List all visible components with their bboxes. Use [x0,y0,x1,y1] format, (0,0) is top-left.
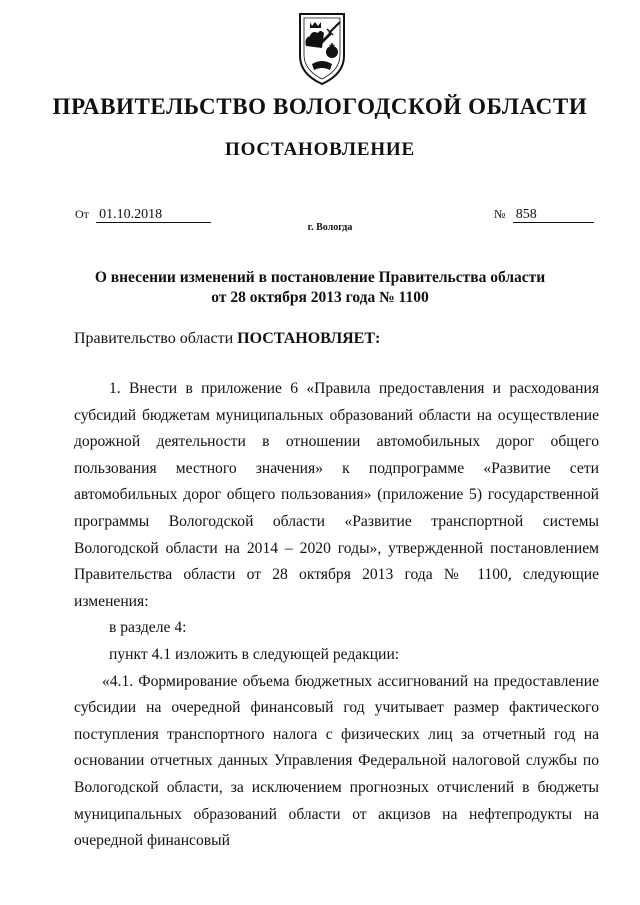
decree-statement [74,330,380,348]
document-date [75,206,211,223]
date-value: 01.10.2018 [96,208,211,223]
number-value: 858 [513,208,594,223]
decree-lead: Правительство области [74,330,234,347]
vologda-coat-of-arms-icon [296,8,348,88]
date-label: От [75,207,89,221]
subject-line-2: от 28 октября 2013 года № 1100 [211,289,429,306]
decree-verb: ПОСТАНОВЛЯЕТ: [237,330,381,347]
paragraph-section: в разделе 4: [109,619,187,637]
paragraph-point: пункт 4.1 изложить в следующей редакции: [109,645,400,663]
document-number [494,206,594,223]
paragraph-quote: «4.1. Формирование объема бюджетных ассигнований на предоставление субсидии на очередной финансовый год учитывает размер фактического поступления транспортного налога с физических лиц за отчетный год на основании отчетных данных Управления Федеральной налоговой службы по Вологодской области, за исключением прогнозных отчислений в бюджеты муниципальных образований области от акцизов на нефтепродукты на очередной финансовый [74,672,599,850]
document-subject [60,268,580,308]
subject-line-1: О внесении изменений в постановление Правительства области [94,269,546,286]
number-label: № [494,207,506,221]
document-type: ПОСТАНОВЛЕНИЕ [225,139,415,160]
paragraph-item-1: 1. Внести в приложение 6 «Правила предоставления и расходования субсидий бюджетам муниципальных образований области на осуществление дорожной деятельности в отношении автомобильных дорог общего пользования местного значения» к подпрограмме «Развитие сети автомобильных дорог общего пользования» (приложение 5) государственной программы Вологодской области «Развитие транспортной системы Вологодской области на 2014 – 2020 годы», утвержденной постановлением Правительства области от 28 октября 2013 года № 1100, следующие изменения: [74,380,599,610]
city: г. Вологда [307,222,353,233]
government-title: ПРАВИТЕЛЬСТВО ВОЛОГОДСКОЙ ОБЛАСТИ [52,94,588,119]
document-body [74,376,599,855]
